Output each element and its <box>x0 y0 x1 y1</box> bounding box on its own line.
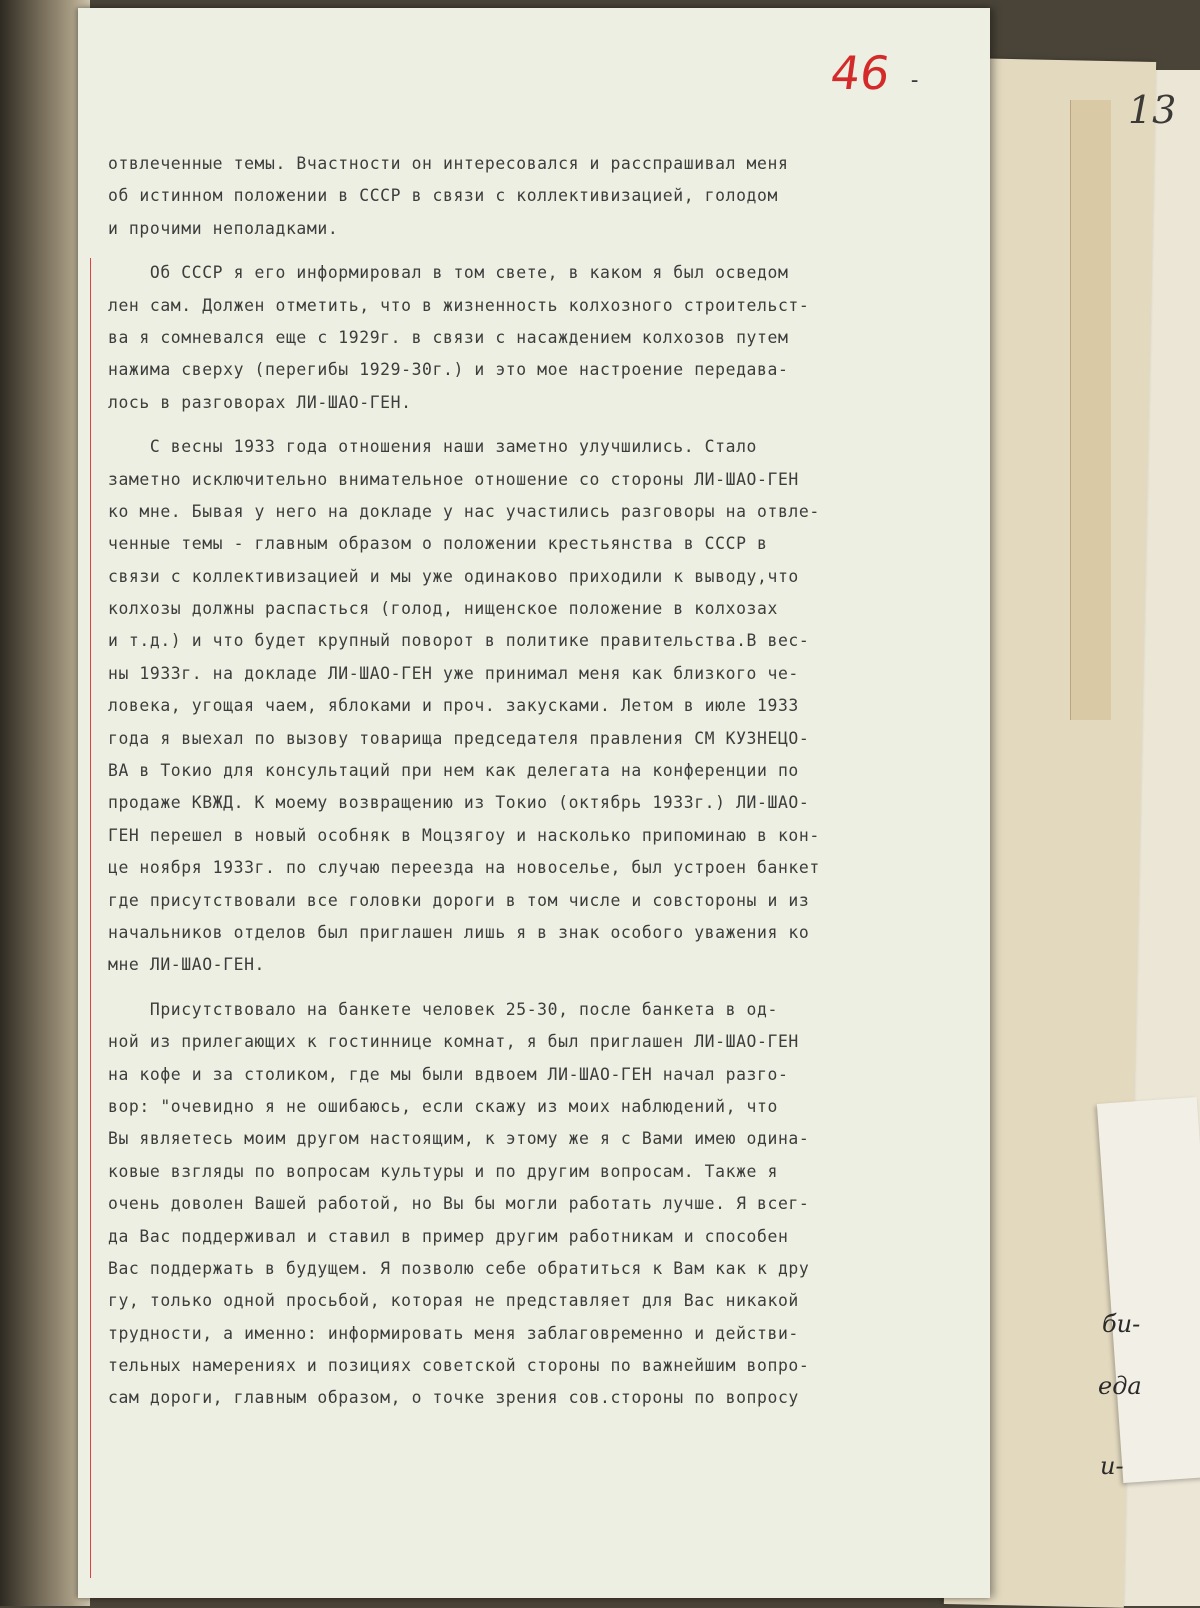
text-line: заметно исключительно внимательное отношение со стороны ЛИ-ШАО-ГЕН <box>108 469 799 489</box>
text-line: да Вас поддерживал и ставил в пример другим работникам и способен <box>108 1226 789 1246</box>
page-number-mark: - <box>908 68 922 93</box>
text-line: и прочими неполадками. <box>108 218 339 238</box>
text-line: трудности, а именно: информировать меня заблаговременно и действи- <box>108 1323 799 1343</box>
text-line: ны 1933г. на докладе ЛИ-ШАО-ГЕН уже принимал меня как близкого че- <box>108 663 799 683</box>
text-line: Присутствовало на банкете человек 25-30, после банкета в од- <box>108 999 778 1019</box>
text-line: ГЕН перешел в новый особняк в Моцзягоу и насколько припоминаю в кон- <box>108 825 820 845</box>
text-line: ной из прилегающих к гостиннице комнат, я был приглашен ЛИ-ШАО-ГЕН <box>108 1032 799 1052</box>
text-line: ко мне. Бывая у него на докладе у нас участились разговоры на отвле- <box>108 501 820 521</box>
text-line: сам дороги, главным образом, о точке зрения сов.стороны по вопросу <box>108 1388 799 1408</box>
margin-line <box>90 258 91 1578</box>
text-line: Вы являетесь моим другом настоящим, к этому же я с Вами имею одина- <box>108 1129 810 1149</box>
typewritten-text <box>108 156 988 1423</box>
text-line: ченные темы - главным образом о положении крестьянства в СССР в <box>108 534 768 554</box>
document-page <box>78 8 990 1598</box>
text-line: очень доволен Вашей работой, но Вы бы могли работать лучше. Я всег- <box>108 1194 810 1214</box>
margin-note: би- <box>1102 1310 1141 1338</box>
margin-note: и- <box>1100 1452 1124 1480</box>
folder-tab <box>1070 100 1111 720</box>
text-line: связи с коллективизацией и мы уже одинаково приходили к выводу,что <box>108 566 799 586</box>
text-line: об истинном положении в СССР в связи с коллективизацией, голодом <box>108 186 778 206</box>
handwritten-page-number: 46 <box>827 46 894 100</box>
text-line: лось в разговорах ЛИ-ШАО-ГЕН. <box>108 392 412 412</box>
text-line: колхозы должны распасться (голод, нищенское положение в колхозах <box>108 599 778 619</box>
text-line: гу, только одной просьбой, которая не представляет для Вас никакой <box>108 1291 799 1311</box>
text-line: лен сам. Должен отметить, что в жизненность колхозного строительст- <box>108 295 810 315</box>
text-line: Об СССР я его информировал в том свете, в каком я был осведом <box>108 263 789 283</box>
text-line: ловека, угощая чаем, яблоками и проч. закусками. Летом в июле 1933 <box>108 696 799 716</box>
text-line: начальников отделов был приглашен лишь я в знак особого уважения ко <box>108 922 810 942</box>
text-line: на кофе и за столиком, где мы были вдвоем ЛИ-ШАО-ГЕН начал разго- <box>108 1064 789 1084</box>
side-page-number: 13 <box>1128 88 1177 132</box>
text-line: отвлеченные темы. Вчастности он интересовался и расспрашивал меня <box>108 154 789 173</box>
text-line: С весны 1933 года отношения наши заметно улучшились. Стало <box>108 437 758 457</box>
text-line: вор: "очевидно я не ошибаюсь, если скажу из моих наблюдений, что <box>108 1096 778 1116</box>
binder-edge <box>0 0 90 1606</box>
text-line: мне ЛИ-ШАО-ГЕН. <box>108 955 266 975</box>
text-line: года я выехал по вызову товарища председателя правления СМ КУЗНЕЦО- <box>108 728 810 748</box>
text-line: ва я сомневался еще с 1929г. в связи с насаждением колхозов путем <box>108 327 789 347</box>
text-line: и т.д.) и что будет крупный поворот в политике правительства.В вес- <box>108 631 810 651</box>
margin-note: еда <box>1098 1372 1142 1400</box>
text-line: продаже КВЖД. К моему возвращению из Токио (октябрь 1933г.) ЛИ-ШАО- <box>108 793 810 813</box>
text-line: где присутствовали все головки дороги в том числе и совстороны и из <box>108 890 810 910</box>
text-line: Вас поддержать в будущем. Я позволю себе обратиться к Вам как к дру <box>108 1258 810 1278</box>
text-line: ковые взгляды по вопросам культуры и по другим вопросам. Также я <box>108 1161 778 1181</box>
text-line: тельных намерениях и позициях советской стороны по важнейшим вопро- <box>108 1356 810 1376</box>
text-line: це ноября 1933г. по случаю переезда на новоселье, был устроен банкет <box>108 858 820 878</box>
text-line: ВА в Токио для консультаций при нем как делегата на конференции по <box>108 761 799 781</box>
text-line: нажима сверху (перегибы 1929-30г.) и это мое настроение передава- <box>108 360 789 380</box>
